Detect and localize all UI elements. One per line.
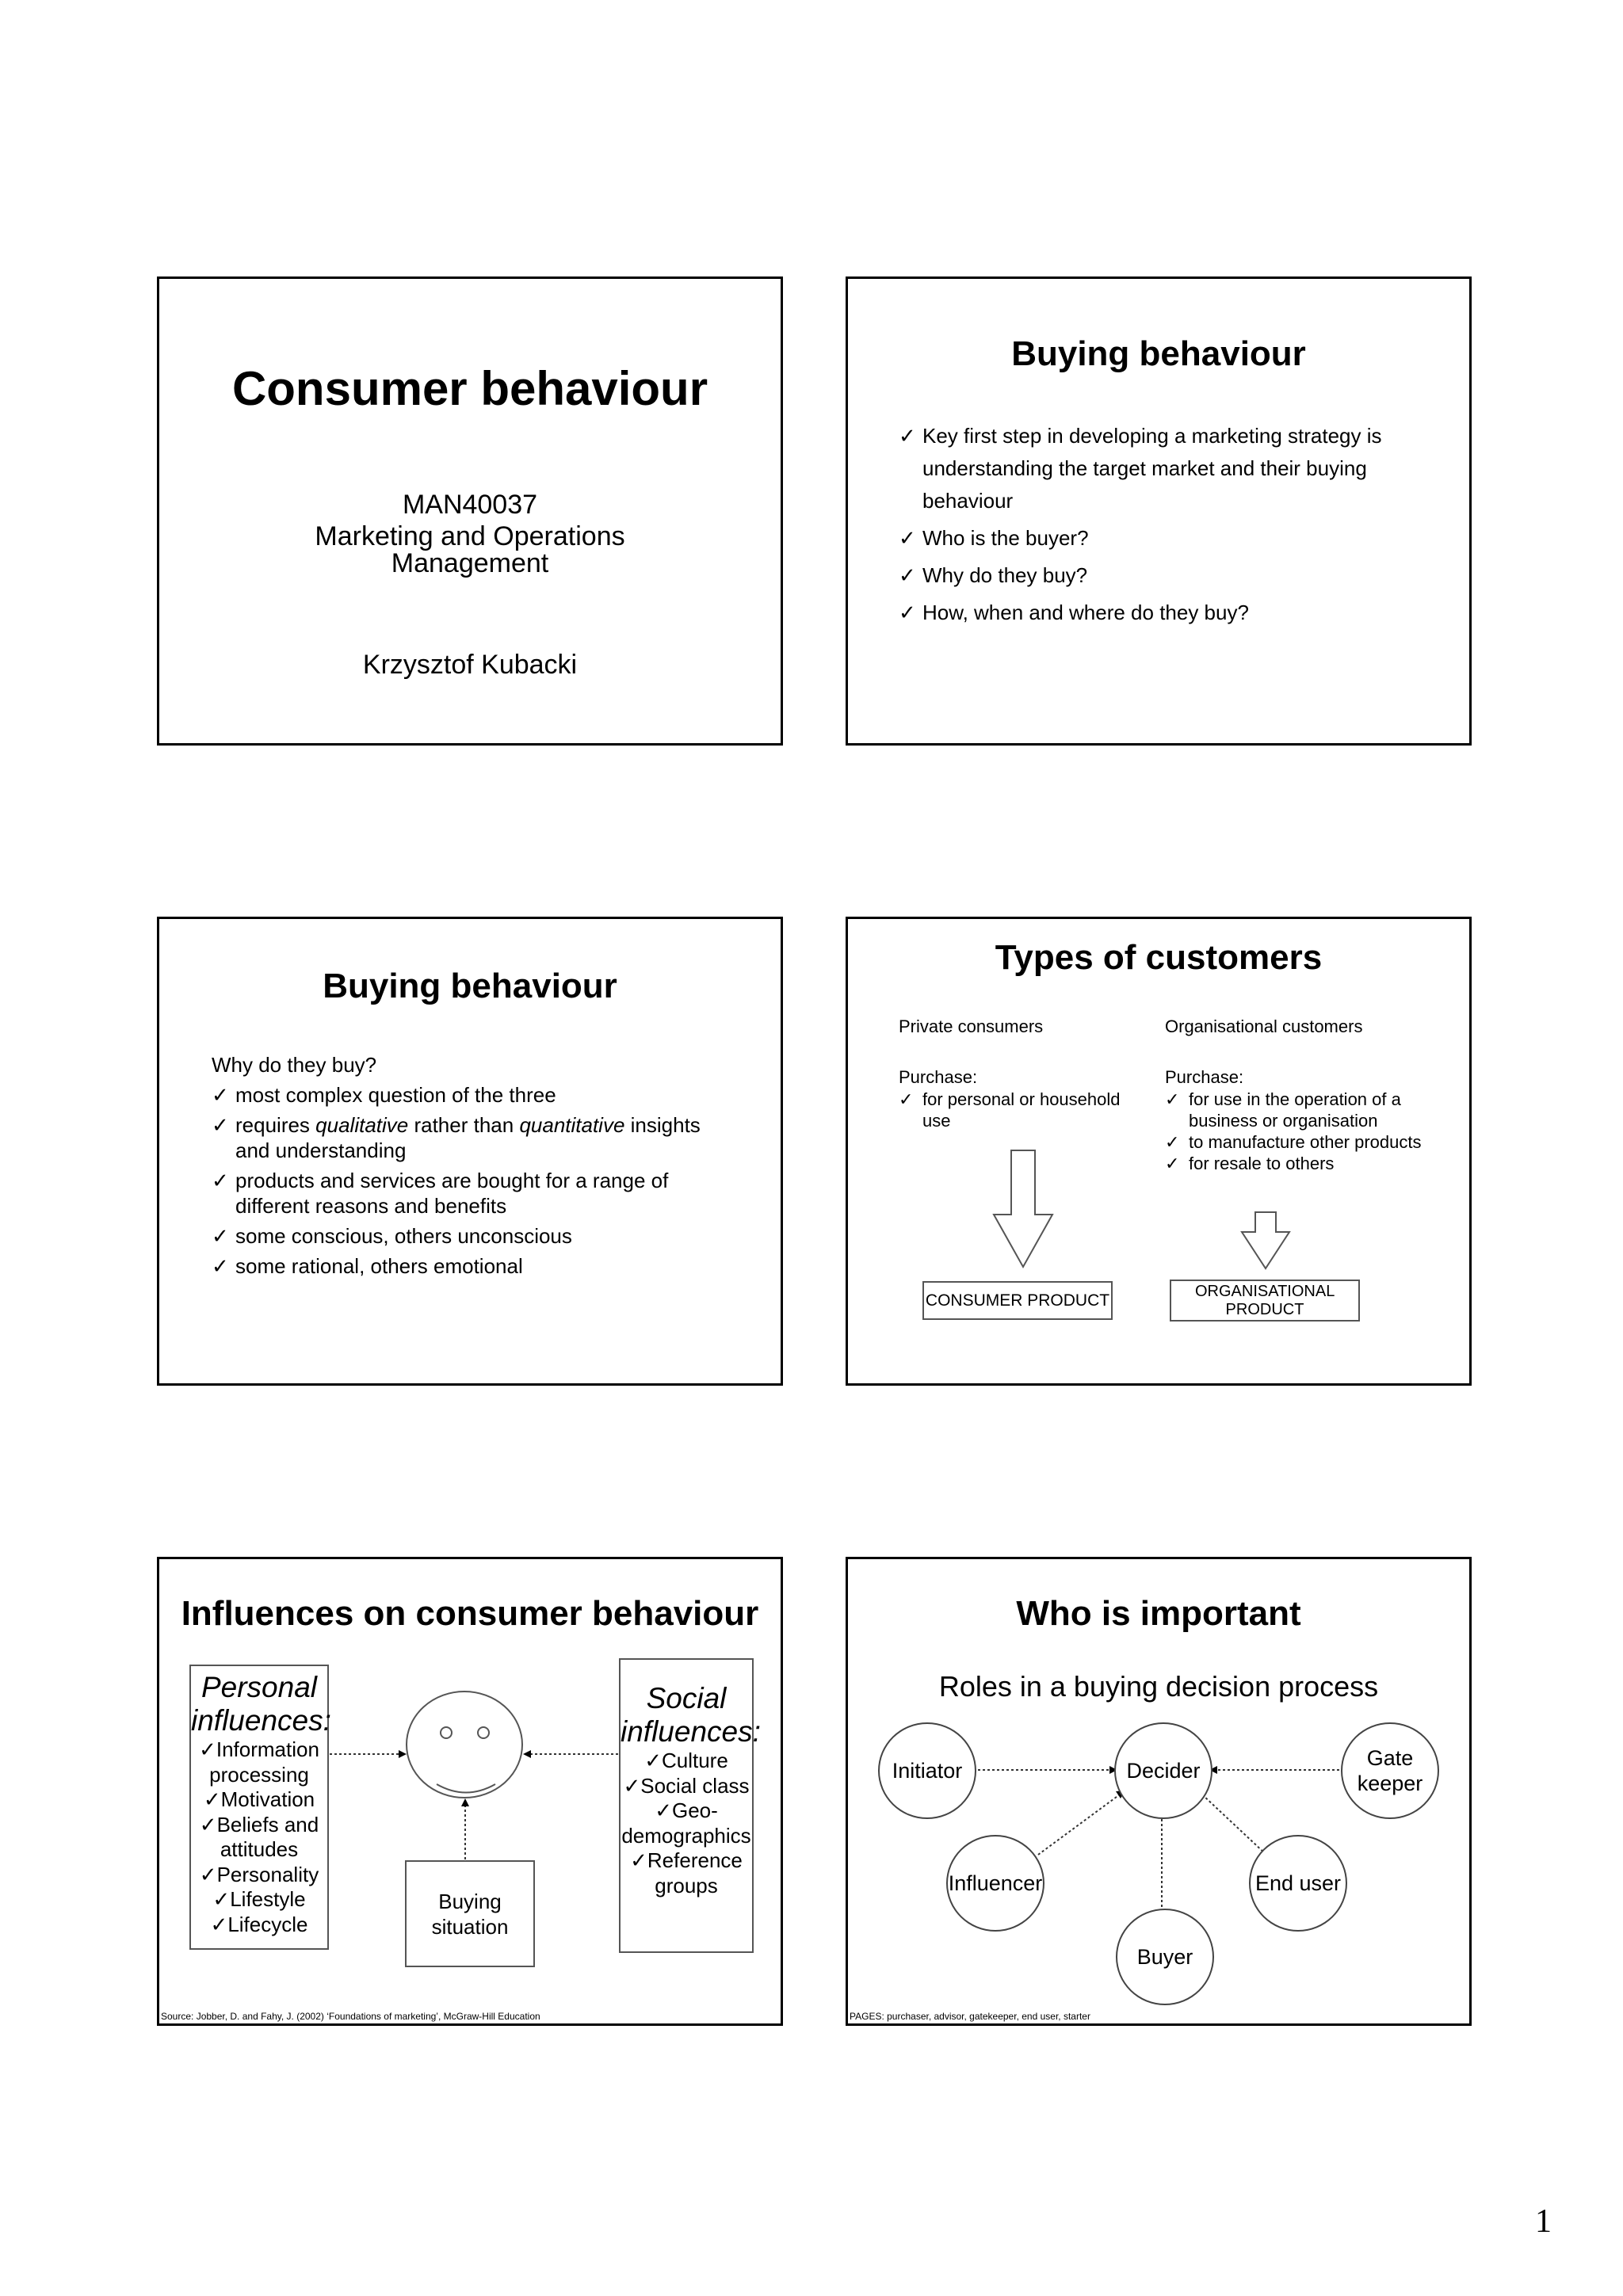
slide-who-is-important xyxy=(846,1557,1472,2026)
private-consumers-heading: Private consumers xyxy=(899,1016,1044,1036)
list-item: ✓Beliefs and attitudes xyxy=(199,1812,319,1861)
bullet-item: ✓ requires qualitative rather than quantitative insights and understanding xyxy=(212,1113,701,1162)
list-item: ✓Personality xyxy=(199,1862,319,1886)
check-icon: ✓ xyxy=(899,526,916,550)
down-arrow-icon xyxy=(1242,1212,1289,1268)
slide-consumer-behaviour xyxy=(157,277,783,746)
slide-buying-behaviour-1 xyxy=(846,277,1472,746)
check-icon: ✓ xyxy=(212,1083,229,1107)
down-arrow-icon xyxy=(994,1150,1052,1267)
bullet-item: ✓ How, when and where do they buy? xyxy=(899,597,1414,629)
role-end-user: End user xyxy=(1249,1835,1347,1932)
role-initiator: Initiator xyxy=(878,1722,976,1819)
slide-title: Buying behaviour xyxy=(323,967,617,1005)
list-item: ✓Information processing xyxy=(199,1737,319,1787)
organisational-customers-heading: Organisational customers xyxy=(1165,1016,1363,1036)
list-item: ✓Social class xyxy=(623,1773,750,1798)
check-icon: ✓ xyxy=(212,1224,229,1248)
list-item: ✓Reference groups xyxy=(630,1848,743,1897)
check-icon: ✓ xyxy=(655,1798,672,1822)
list-item: ✓Lifecycle xyxy=(210,1912,308,1936)
bullet-item: ✓ some rational, others emotional xyxy=(212,1254,523,1278)
slide-title: Who is important xyxy=(1016,1594,1301,1633)
buying-situation-box: Buying situation xyxy=(405,1860,535,1967)
bullet-item: ✓ Key first step in developing a marketing strategy is understanding the target market and their buying behaviour xyxy=(899,420,1414,517)
course-code: MAN40037 xyxy=(402,490,538,520)
bullet-list xyxy=(899,420,1414,629)
check-icon: ✓ xyxy=(899,601,916,624)
bullet-item: ✓ some conscious, others unconscious xyxy=(212,1224,572,1248)
bullet-item: ✓ for personal or household use xyxy=(899,1089,1121,1131)
list-item: ✓Lifestyle xyxy=(212,1887,306,1911)
social-influences-heading: Social influences: xyxy=(621,1682,761,1748)
personal-influences-heading: Personal influences: xyxy=(191,1671,331,1737)
check-icon: ✓ xyxy=(630,1848,647,1872)
role-influencer: Influencer xyxy=(946,1835,1044,1932)
page-number: 1 xyxy=(1535,2203,1552,2240)
check-icon: ✓ xyxy=(212,1254,229,1278)
organisational-purchase-label: Purchase: xyxy=(1165,1067,1244,1087)
slide-title: Consumer behaviour xyxy=(231,362,708,415)
bullet-list xyxy=(212,1082,719,1279)
intro-question: Why do they buy? xyxy=(212,1053,377,1077)
role-gatekeeper: Gate keeper xyxy=(1341,1722,1439,1819)
bullet-item: ✓ most complex question of the three xyxy=(212,1083,556,1107)
check-icon: ✓ xyxy=(210,1912,228,1936)
bullet-item: ✓ Who is the buyer? xyxy=(899,522,1414,555)
check-icon: ✓ xyxy=(203,1787,221,1811)
check-icon: ✓ xyxy=(199,1737,216,1761)
face-icon xyxy=(407,1691,522,1798)
slide-influences-consumer-behaviour xyxy=(157,1557,783,2026)
source-citation: Source: Jobber, D. and Fahy, J. (2002) ‘Foundations of marketing’, McGraw-Hill Education xyxy=(161,2011,540,2022)
organisational-product-box: ORGANISATIONAL PRODUCT xyxy=(1170,1280,1360,1322)
bullet-item: ✓ products and services are bought for a range of different reasons and benefits xyxy=(212,1169,669,1218)
list-item: ✓Geo-demographics xyxy=(621,1798,751,1848)
check-icon: ✓ xyxy=(1165,1132,1180,1152)
list-item: ✓Culture xyxy=(644,1749,728,1772)
consumer-product-box: CONSUMER PRODUCT xyxy=(922,1281,1113,1320)
check-icon: ✓ xyxy=(899,1089,914,1109)
course-name-line1: Marketing and Operations xyxy=(315,521,625,551)
check-icon: ✓ xyxy=(1165,1089,1180,1109)
course-name-line2: Management xyxy=(391,548,549,578)
slide-types-of-customers xyxy=(846,917,1472,1386)
check-icon: ✓ xyxy=(212,1887,231,1911)
role-buyer: Buyer xyxy=(1116,1909,1214,2005)
bullet-item: ✓ Why do they buy? xyxy=(899,559,1414,592)
check-icon: ✓ xyxy=(644,1749,662,1772)
slide-title: Types of customers xyxy=(995,938,1323,977)
private-purchase-label: Purchase: xyxy=(899,1067,978,1087)
bullet-item: ✓ for use in the operation of a business or organisation xyxy=(1165,1089,1401,1131)
check-icon: ✓ xyxy=(1165,1154,1180,1173)
list-item: ✓Motivation xyxy=(203,1787,315,1811)
check-icon: ✓ xyxy=(199,1862,217,1886)
bullet-item: ✓ to manufacture other products xyxy=(1165,1132,1422,1152)
slide-subtitle: Roles in a buying decision process xyxy=(938,1670,1379,1703)
check-icon: ✓ xyxy=(899,563,916,587)
check-icon: ✓ xyxy=(899,424,916,448)
bullet-item: ✓ for resale to others xyxy=(1165,1154,1335,1173)
author: Krzysztof Kubacki xyxy=(362,650,578,680)
check-icon: ✓ xyxy=(212,1169,229,1192)
slide-title: Influences on consumer behaviour xyxy=(181,1594,759,1633)
slide-buying-behaviour-2 xyxy=(157,917,783,1386)
check-icon: ✓ xyxy=(623,1773,641,1798)
footnote: PAGES: purchaser, advisor, gatekeeper, end user, starter xyxy=(850,2011,1090,2022)
check-icon: ✓ xyxy=(199,1812,217,1836)
role-decider: Decider xyxy=(1114,1722,1212,1819)
check-icon: ✓ xyxy=(212,1113,229,1137)
slide-title: Buying behaviour xyxy=(1011,334,1306,373)
